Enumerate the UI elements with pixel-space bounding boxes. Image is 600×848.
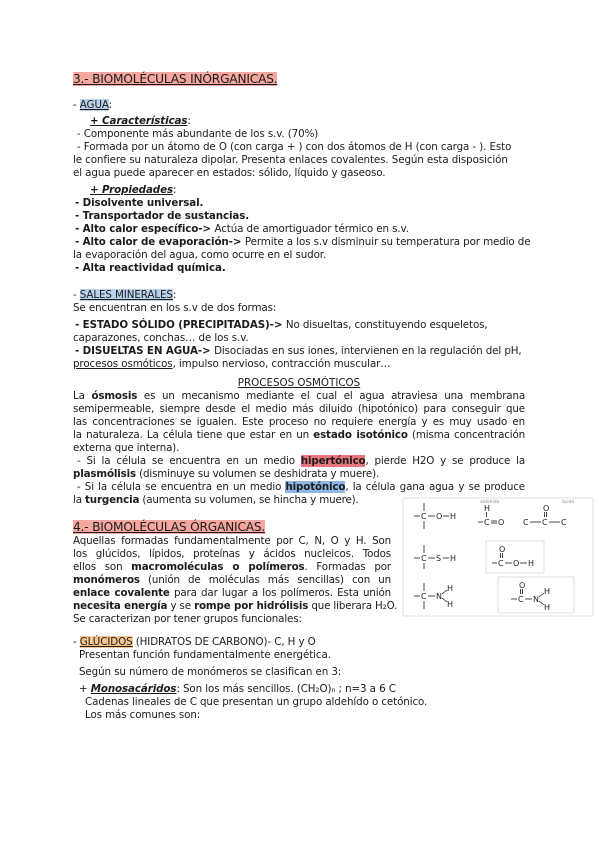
svg-text:C: C — [421, 592, 427, 601]
sales-disueltas-line-2: procesos osmóticos, impulso nervioso, contracción muscular… — [73, 358, 391, 370]
sales-solido-line-2: caparazones, conchas… de los s.v. — [73, 332, 249, 344]
svg-text:C: C — [542, 518, 548, 527]
glucidos-heading: - GLÚCIDOS (HIDRATOS DE CARBONO)- C, H y O — [73, 636, 316, 648]
caract-line-4: el agua puede aparecer en estados: sólido, líquido y gaseoso. — [73, 167, 386, 179]
svg-text:O: O — [499, 545, 506, 554]
propiedades-heading: + Propiedades: — [90, 184, 177, 196]
svg-text:C: C — [518, 595, 524, 604]
prop-line-4: - Alto calor de evaporación-> Permite a los s.v disminuir su temperatura por medio de — [75, 236, 531, 248]
functional-groups-svg — [402, 497, 594, 617]
sales-solido-line: - ESTADO SÓLIDO (PRECIPITADAS)-> No disueltas, constituyendo esqueletos, — [75, 319, 488, 331]
svg-text:C: C — [561, 518, 567, 527]
carboxyl-group — [486, 541, 544, 573]
svg-text:N: N — [436, 592, 442, 601]
svg-text:O: O — [436, 512, 443, 521]
glucidos-line-1: Presentan función fundamentalmente energética. — [79, 649, 331, 661]
osmo-line-4: la naturaleza. La célula tiene que estar en un estado isotónico (misma concentración — [73, 429, 525, 441]
osmo-line-1: La ósmosis es un mecanismo mediante el cual el agua atraviesa una membrana — [73, 390, 525, 402]
agua-heading: - AGUA: — [73, 99, 113, 111]
osmo-line-2: semipermeable, siempre desde el medio más diluido (hipotónico) para conseguir que — [73, 403, 525, 415]
prop-line-3: - Alto calor específico-> Actúa de amortiguador térmico en s.v. — [75, 223, 409, 235]
svg-text:O: O — [519, 581, 526, 590]
s4-intro-line-7: Se caracterizan por tener grupos funcionales: — [73, 613, 302, 625]
svg-text:H: H — [484, 504, 491, 513]
caract-line-3: le confiere su naturaleza dipolar. Presenta enlaces covalentes. Según esta disposición — [73, 154, 508, 166]
svg-text:H: H — [528, 559, 535, 568]
s4-intro-line-5: enlace covalente para dar lugar a los polímeros. Esta unión — [73, 587, 391, 599]
section3-title-text: 3.- BIOMOLÉCULAS INÓRGANICAS. — [73, 72, 278, 86]
s4-intro-line-6: necesita energía y se rompe por hidrólisis que liberara H₂O. — [73, 600, 398, 612]
osmoticos-title: PROCESOS OSMÓTICOS — [237, 377, 361, 389]
amine-group — [414, 583, 453, 609]
section3-title — [73, 72, 277, 87]
functional-groups-figure — [402, 497, 594, 617]
caracteristicas-heading: + Características: — [90, 115, 191, 127]
sales-heading: - SALES MINERALES: — [73, 289, 177, 301]
svg-text:C: C — [498, 559, 504, 568]
s4-intro-line-1: Aquellas formadas fundamentalmente por C, N, O y H. Son — [73, 535, 391, 547]
svg-text:C: C — [523, 518, 529, 527]
osmo-line-7: plasmólisis (disminuye su volumen se deshidrata y muere). — [73, 468, 380, 480]
thiol-group — [414, 545, 456, 569]
svg-text:N: N — [533, 595, 539, 604]
svg-text:H: H — [544, 587, 551, 596]
osmo-line-8: - Si la célula se encuentra en un medio hipotónico, la célula gana agua y se produce — [77, 481, 525, 493]
prop-line-2: - Transportador de sustancias. — [75, 210, 250, 222]
svg-text:aldehído: aldehído — [480, 500, 500, 505]
ketone-group — [523, 498, 574, 527]
svg-text:H: H — [447, 584, 454, 593]
svg-text:C: C — [421, 554, 427, 563]
amide-group — [498, 577, 574, 613]
glucidos-line-4: Cadenas lineales de C que presentan un grupo aldehído o cetónico. — [85, 696, 428, 708]
svg-text:S: S — [436, 554, 442, 563]
sales-intro: Se encuentran en los s.v de dos formas: — [73, 302, 277, 314]
svg-text:O: O — [513, 559, 520, 568]
svg-text:O: O — [498, 518, 505, 527]
prop-line-1: - Disolvente universal. — [75, 197, 204, 209]
prop-line-6: - Alta reactividad química. — [75, 262, 226, 274]
caract-line-1: - Componente más abundante de los s.v. (70%) — [77, 128, 319, 140]
sales-disueltas-line: - DISUELTAS EN AGUA-> Disociadas en sus iones, intervienen en la regulación del pH, — [75, 345, 522, 357]
osmo-line-3: las concentraciones se igualen. Este proceso no requiere energía y es muy usado en — [73, 416, 525, 428]
osmo-line-6: - Si la célula se encuentra en un medio hipertónico, pierde H2O y se produce la — [77, 455, 525, 467]
svg-text:ácido: ácido — [562, 500, 575, 505]
s4-intro-line-4: monómeros (unión de moléculas más sencillas) con un — [73, 574, 391, 586]
aldehyde-group — [478, 498, 504, 527]
svg-text:H: H — [450, 512, 457, 521]
alcohol-group — [414, 503, 456, 529]
s4-intro-line-3: ellos son macromoléculas o polímeros. Formadas por — [73, 561, 391, 573]
glucidos-line-5: Los más comunes son: — [85, 709, 201, 721]
osmo-line-9: la turgencia (aumenta su volumen, se hincha y muere). — [73, 494, 359, 506]
glucidos-line-2: Según su número de monómeros se clasifican en 3: — [79, 666, 342, 678]
osmo-line-5: externa que interna). — [73, 442, 180, 454]
caract-line-2: - Formada por un átomo de O (con carga + ) con dos átomos de H (con carga - ). Esto — [77, 141, 512, 153]
section4-title: 4.- BIOMOLÉCULAS ÓRGANICAS. — [73, 520, 266, 534]
svg-text:C: C — [484, 518, 490, 527]
svg-text:O: O — [543, 504, 550, 513]
s4-intro-line-2: los glúcidos, lípidos, proteínas y ácidos nucleicos. Todos — [73, 548, 391, 560]
svg-text:H: H — [450, 554, 457, 563]
svg-text:C: C — [421, 512, 427, 521]
svg-text:H: H — [544, 603, 551, 612]
svg-text:H: H — [447, 600, 454, 609]
monosacaridos-line: + Monosacáridos: Son los más sencillos. (CH₂O)ₙ ; n=3 a 6 C — [79, 683, 396, 695]
prop-line-5: la evaporación del agua, como ocurre en el sudor. — [73, 249, 327, 261]
